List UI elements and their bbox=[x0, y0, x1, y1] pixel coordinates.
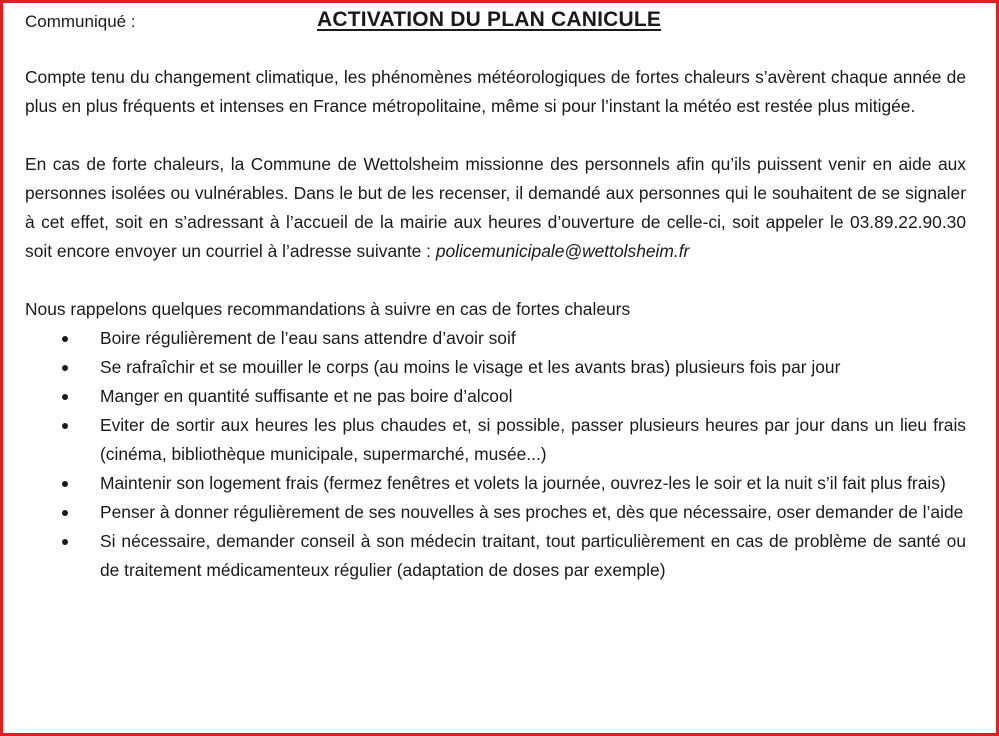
bullet-icon bbox=[62, 423, 68, 429]
document-title: ACTIVATION DU PLAN CANICULE bbox=[317, 8, 662, 31]
list-item bbox=[25, 498, 966, 527]
bullet-icon bbox=[62, 510, 68, 516]
list-item-text: Se rafraîchir et se mouiller le corps (au moins le visage et les avants bras) plusieurs fois par jour bbox=[100, 357, 841, 377]
recommendations-intro: Nous rappelons quelques recommandations à suivre en cas de fortes chaleurs bbox=[25, 299, 631, 319]
list-item-text: Manger en quantité suffisante et ne pas boire d’alcool bbox=[100, 386, 513, 406]
list-item bbox=[25, 324, 966, 353]
list-item bbox=[25, 353, 966, 382]
list-item-text: Boire régulièrement de l’eau sans attendre d’avoir soif bbox=[100, 328, 516, 348]
recommendations-list bbox=[25, 324, 966, 585]
bullet-icon bbox=[62, 539, 68, 545]
bullet-icon bbox=[62, 394, 68, 400]
list-item bbox=[25, 382, 966, 411]
paragraph-contact bbox=[25, 150, 966, 266]
bullet-icon bbox=[62, 481, 68, 487]
list-item-text: Eviter de sortir aux heures les plus chaudes et, si possible, passer plusieurs heures par jour dans un lieu frais (cinéma, bibliothèque municipale, supermarché, musée...) bbox=[100, 415, 966, 464]
list-item-text: Si nécessaire, demander conseil à son médecin traitant, tout particulièrement en cas de problème de santé ou de traitement médicamenteux régulier (adaptation de doses par exemple) bbox=[100, 531, 966, 580]
paragraph-contact-text: En cas de forte chaleurs, la Commune de Wettolsheim missionne des personnels afin qu’ils puissent venir en aide aux personnes isolées ou vulnérables. Dans le but de les recenser, il demandé aux personnes qui le souhaitent de se signaler à cet effet, soit en s’adressant à l’accueil de la mairie aux heures d’ouverture de celle-ci, soit appeler le 03.89.22.90.30 soit encore envoyer un courriel à l’adresse suivante : bbox=[25, 154, 966, 261]
list-item bbox=[25, 469, 966, 498]
bullet-icon bbox=[62, 336, 68, 342]
bullet-icon bbox=[62, 365, 68, 371]
list-item bbox=[25, 411, 966, 469]
paragraph-climate: Compte tenu du changement climatique, les phénomènes météorologiques de fortes chaleurs s’avèrent chaque année de plus en plus fréquents et intenses en France métropolitaine, même si pour l’instant la météo est restée plus mitigée. bbox=[25, 67, 966, 116]
list-item bbox=[25, 527, 966, 585]
list-item-text: Maintenir son logement frais (fermez fenêtres et volets la journée, ouvrez-les le soir et la nuit s’il fait plus frais) bbox=[100, 473, 946, 493]
email-link[interactable]: policemunicipale@wettolsheim.fr bbox=[435, 241, 690, 261]
document-body bbox=[25, 63, 966, 585]
list-item-text: Penser à donner régulièrement de ses nouvelles à ses proches et, dès que nécessaire, oser demander de l’aide bbox=[100, 502, 964, 522]
document-header bbox=[25, 8, 975, 38]
communique-label: Communiqué : bbox=[25, 12, 136, 31]
